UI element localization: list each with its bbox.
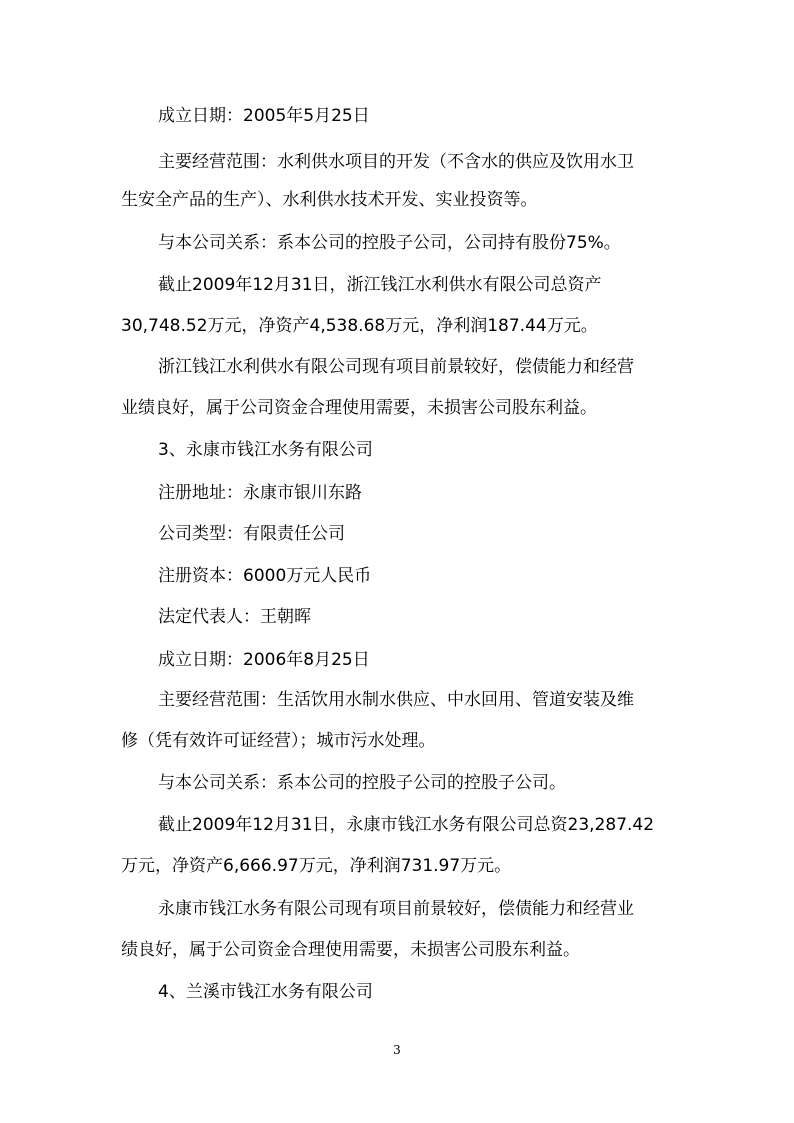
text-line: 浙江钱江水利供水有限公司现有项目前景较好，偿债能力和经营 — [158, 357, 634, 377]
text-line: 成立日期：2005年5月25日 — [158, 106, 370, 126]
text-line: 业绩良好，属于公司资金合理使用需要，未损害公司股东利益。 — [121, 398, 597, 418]
text-line: 主要经营范围：生活饮用水制水供应、中水回用、管道安装及维 — [158, 690, 634, 710]
text-line: 生安全产品的生产）、水利供水技术开发、实业投资等。 — [121, 190, 538, 210]
text-line: 注册资本：6000万元人民币 — [158, 566, 372, 586]
text-line: 主要经营范围：水利供水项目的开发（不含水的供应及饮用水卫 — [158, 152, 634, 172]
section-heading: 3、永康市钱江水务有限公司 — [158, 440, 373, 460]
text-line: 与本公司关系：系本公司的控股子公司，公司持有股份75%。 — [158, 233, 621, 253]
section-heading: 4、兰溪市钱江水务有限公司 — [158, 982, 373, 1002]
text-line: 永康市钱江水务有限公司现有项目前景较好，偿债能力和经营业 — [158, 899, 634, 919]
text-line: 成立日期：2006年8月25日 — [158, 650, 370, 670]
text-line: 万元，净资产6,666.97万元，净利润731.97万元。 — [121, 856, 512, 876]
text-line: 与本公司关系：系本公司的控股子公司的控股子公司。 — [158, 773, 566, 793]
text-line: 绩良好，属于公司资金合理使用需要，未损害公司股东利益。 — [121, 940, 580, 960]
text-line: 注册地址：永康市银川东路 — [158, 483, 362, 503]
page-number: 3 — [393, 1043, 401, 1057]
text-line: 修（凭有效许可证经营）；城市污水处理。 — [121, 731, 436, 751]
text-line: 法定代表人：王朝晖 — [158, 607, 311, 627]
text-line: 截止2009年12月31日，永康市钱江水务有限公司总资23,287.42 — [158, 815, 655, 835]
text-line: 截止2009年12月31日，浙江钱江水利供水有限公司总资产 — [158, 275, 602, 295]
text-line: 30,748.52万元，净资产4,538.68万元，净利润187.44万元。 — [121, 316, 598, 336]
text-line: 公司类型：有限责任公司 — [158, 524, 345, 544]
